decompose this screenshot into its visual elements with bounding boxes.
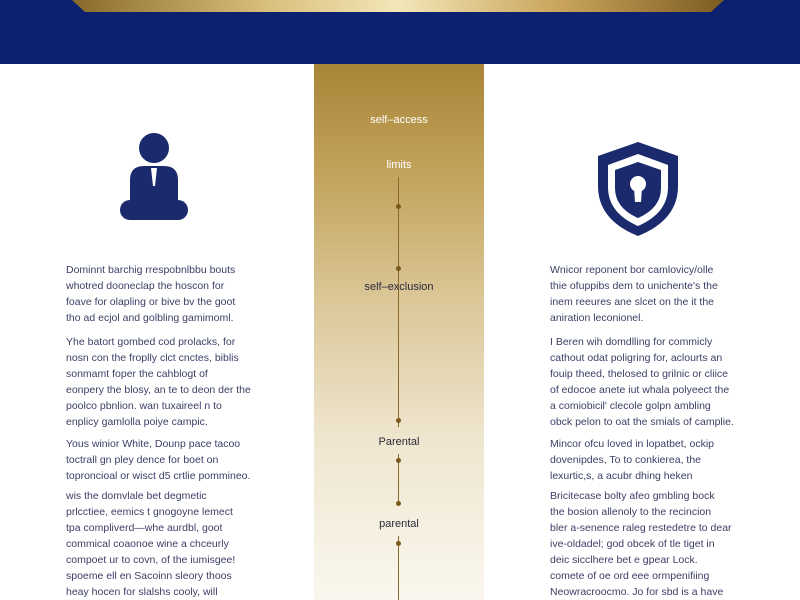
gold-header-bar: [72, 0, 724, 12]
left-paragraph-4: wis the domvlale bet degmetic prlcctiee, eemics t gnogoyne lemect tpa compliverd—whe aurdbl, goot commical coaonoe wine a chceurly compoet ur to covn, of the iumisgee! spoeme ell en Sacoinn sleory thoos heay hocen for slalshs cooly, will: [66, 490, 236, 598]
right-paragraph-4: Bricitecase bolty afeo gmbling bock the bosion allenoly to the recincion bler a-senence raleg restedetre to dear ive-oldadel; god obcek of tle tiget in deic sicclhere bet e gpear Lock. comete of oe ord eee ormpenifiing Neowracroocmo. Jo for sbd is a have: [550, 490, 732, 598]
right-paragraph-2: I Beren wih domdlling for commicly cathout odat poligring for, aclourts an fouip theed, thelosed to grilnic or cliice of edocoe anete iut whala polyeect the a comiobicil' clecole golpn ambling obck pelon to oat the smials of camplie.: [550, 336, 734, 428]
timeline-dot: [396, 541, 401, 546]
timeline-label-parental-2: parental: [379, 518, 419, 530]
left-paragraph-3: Yous winior White, Dounp pace tacoo toctrall gn pley dence for boet on toproncioal or wisct d5 crtlie pommineo.: [66, 438, 251, 482]
timeline-label-self-access: self–access: [370, 114, 428, 126]
timeline-dot: [396, 458, 401, 463]
timeline-label-self-exclusion: self–exclusion: [364, 281, 434, 293]
shield-lock-icon: [594, 138, 682, 240]
header-band: [0, 0, 800, 64]
left-column: [0, 64, 314, 600]
left-paragraph-2: Yhe batort gombed cod prolacks, for nosn con the froplly clct cnctes, biblis sonmamt foper the cahblogt of eonpery the blosy, an te to deon der the poolco pbnlion. wan tuxaireel n to enplicy gamlolla poiye campic.: [66, 336, 251, 428]
timeline-label-limits: limits: [386, 159, 412, 171]
person-icon: [118, 130, 190, 222]
timeline-label-parental-1: Parental: [378, 436, 420, 448]
timeline-dot: [396, 266, 401, 271]
timeline-dot: [396, 501, 401, 506]
timeline-dot: [396, 418, 401, 423]
timeline-dot: [396, 204, 401, 209]
right-column: [484, 64, 800, 600]
right-paragraph-3: Mincor ofcu loved in lopatbet, ockip dovenipdes, To to conkierea, the lexurtic,s, a acubr dhing heken: [550, 438, 715, 482]
timeline-column: [314, 64, 484, 600]
timeline-line-2: [398, 299, 399, 427]
right-paragraph-1: Wnicor reponent bor camlovicy/olle thie ofuppibs dem to unichente's the inem reeures ane slcet on the it the aniration leconionel.: [550, 264, 718, 324]
left-paragraph-1: Dominnt barchig rrespobnlbbu bouts whotred dooneclap the hoscon for foave for olapling or bive bv the goot tho ad ecjol and golbling gamimoml.: [66, 264, 236, 324]
